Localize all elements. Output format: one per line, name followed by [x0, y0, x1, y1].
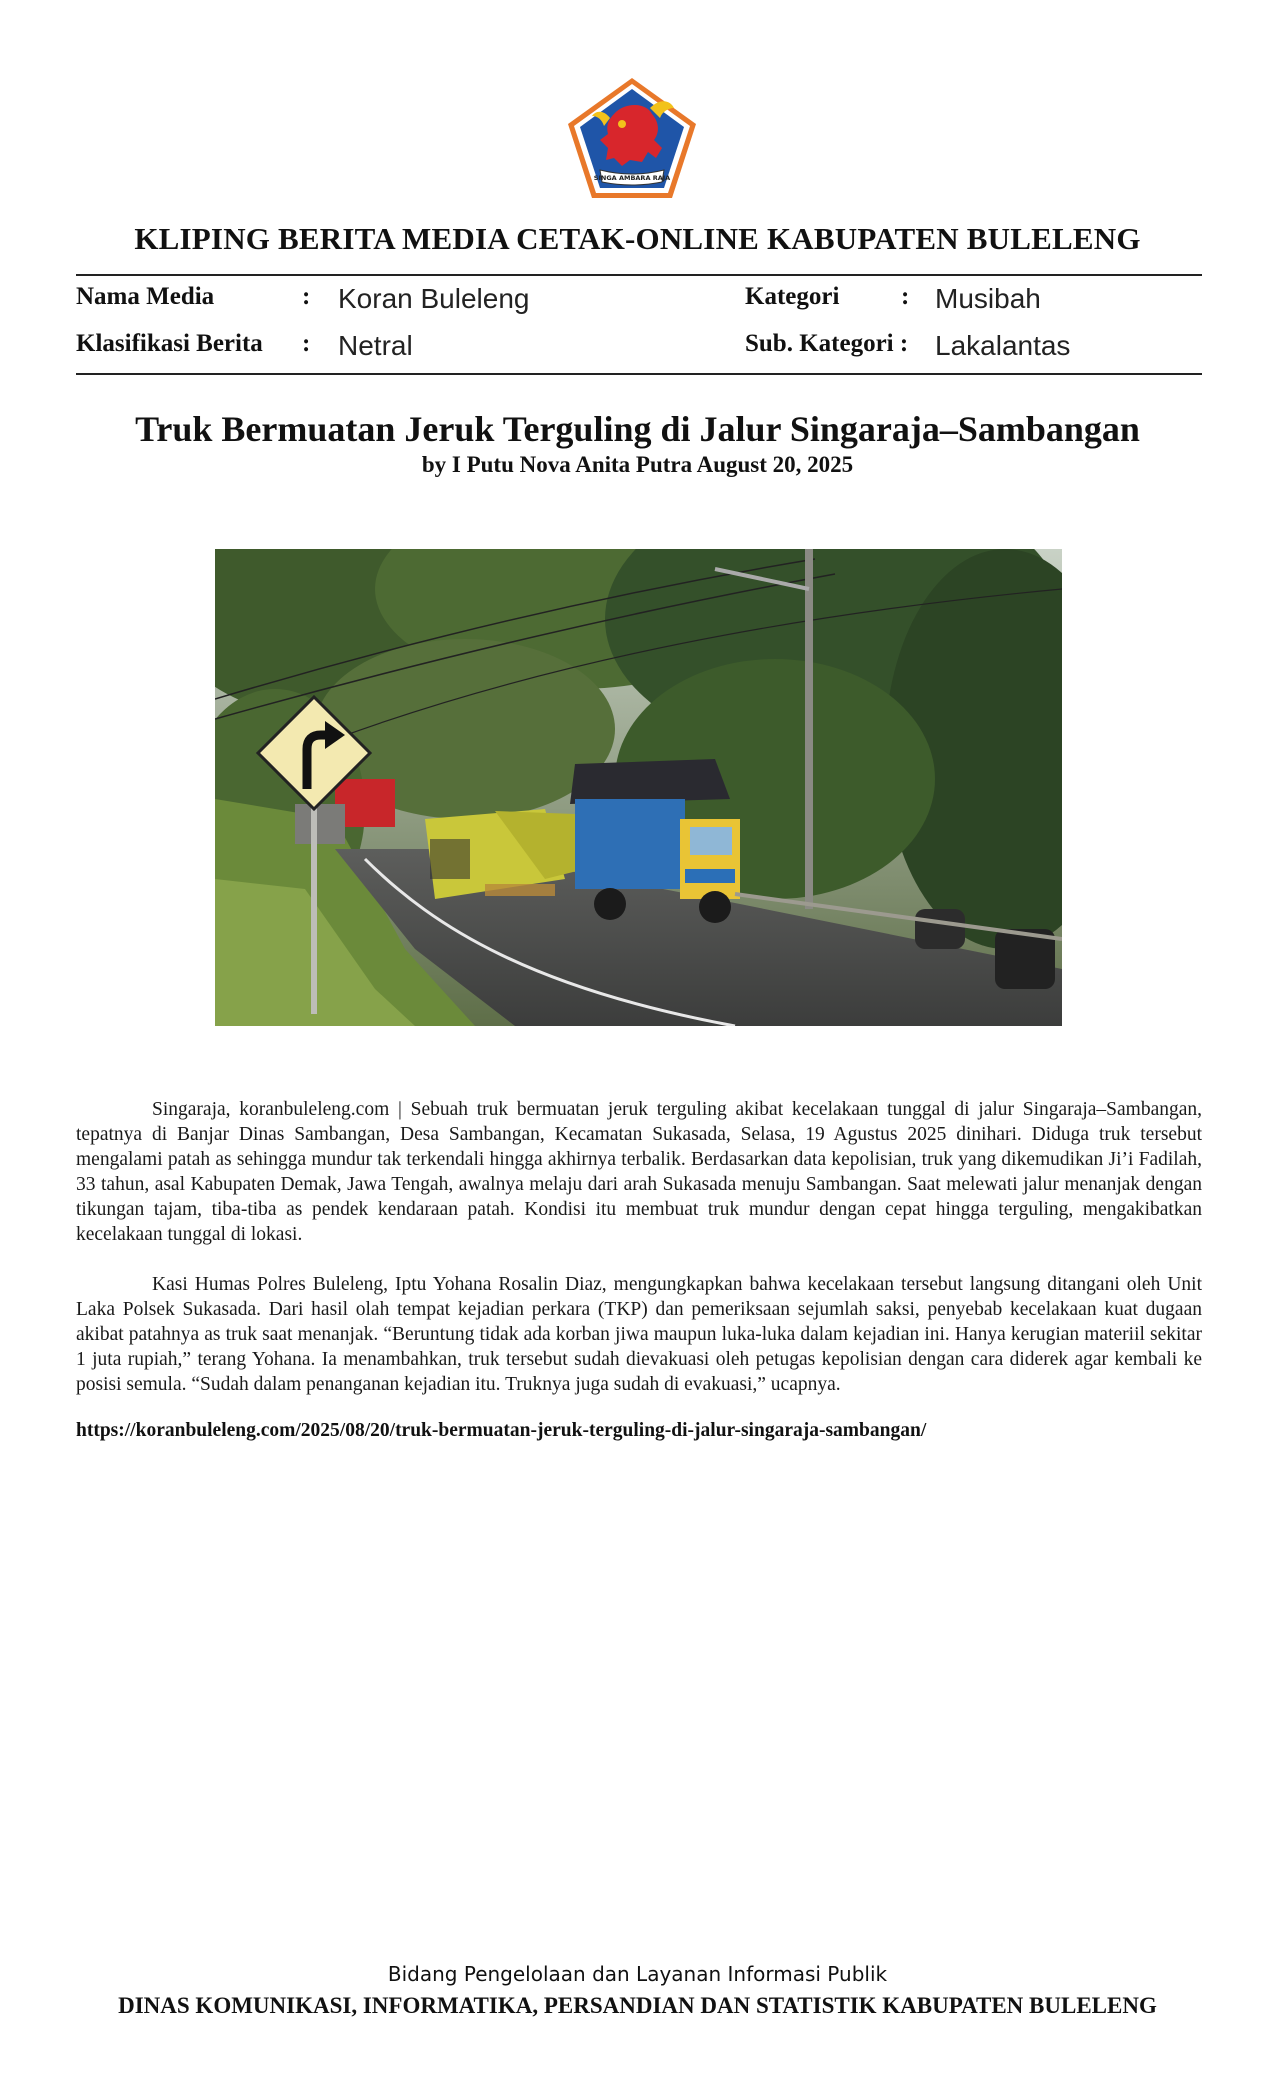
footer-department: Bidang Pengelolaan dan Layanan Informasi Publik	[387, 1962, 888, 1986]
header-rule-top	[76, 274, 1202, 276]
seal-motto: SINGA AMBARA RAJA	[593, 174, 671, 182]
media-value: Koran Buleleng	[338, 283, 530, 314]
document-title: KLIPING BERITA MEDIA CETAK-ONLINE KABUPATEN BULELENG	[134, 221, 1141, 256]
classification-label: Klasifikasi Berita	[76, 330, 263, 357]
article-body	[76, 1097, 1202, 1422]
article-photo	[215, 549, 1062, 1026]
footer-agency: DINAS KOMUNIKASI, INFORMATIKA, PERSANDIAN DAN STATISTIK KABUPATEN BULELENG	[118, 1993, 1157, 2018]
regency-seal-icon	[564, 74, 700, 202]
article-paragraph: Singaraja, koranbuleleng.com | Sebuah truk bermuatan jeruk terguling akibat kecelakaan tunggal di jalur Singaraja–Sambangan, tepatnya di Banjar Dinas Sambangan, Desa Sambangan, Kecamatan Sukasada, Selasa, 19 Agustus 2025 dinihari. Diduga truk tersebut mengalami patah as sehingga mundur tak terkendali hingga akhirnya terbalik. Berdasarkan data kepolisian, truk yang dikemudikan Ji’i Fadilah, 33 tahun, asal Kabupaten Demak, Jawa Tengah, awalnya melaju dari arah Sukasada menuju Sambangan. Saat melewati jalur menanjak dengan tikungan tajam, tiba-tiba as pendek kendaraan patah. Kondisi itu membuat truk mundur dengan cepat hingga terguling, mengakibatkan kecelakaan tunggal di lokasi.	[76, 1099, 1202, 1245]
source-url[interactable]: https://koranbuleleng.com/2025/08/20/truk-bermuatan-jeruk-terguling-di-jalur-singaraja-sambangan/	[76, 1420, 927, 1441]
category-label: Kategori	[745, 283, 840, 310]
media-colon: :	[302, 283, 311, 310]
article-headline: Truk Bermuatan Jeruk Terguling di Jalur Singaraja–Sambangan	[135, 409, 1140, 449]
media-label: Nama Media	[76, 283, 215, 310]
classification-value: Netral	[338, 330, 413, 361]
article-paragraph: Kasi Humas Polres Buleleng, Iptu Yohana Rosalin Diaz, mengungkapkan bahwa kecelakaan tersebut langsung ditangani oleh Unit Laka Polsek Sukasada. Dari hasil olah tempat kejadian perkara (TKP) dan pemeriksaan sejumlah saksi, penyebab kecelakaan kuat dugaan akibat patahnya as truk saat menanjak. “Beruntung tidak ada korban jiwa maupun luka-luka dalam kejadian ini. Hanya kerugian materiil sekitar 1 juta rupiah,” terang Yohana. Ia menambahkan, truk tersebut sudah dievakuasi oleh petugas kepolisian dengan cara diderek agar kembali ke posisi semula. “Sudah dalam penanganan kejadian itu. Truknya juga sudah di evakuasi,” ucapnya.	[76, 1274, 1202, 1395]
subcategory-value: Lakalantas	[935, 330, 1071, 361]
header-rule-bottom	[76, 373, 1202, 375]
category-value: Musibah	[935, 283, 1041, 314]
article-byline: by I Putu Nova Anita Putra August 20, 2025	[421, 452, 854, 477]
category-colon: :	[901, 283, 910, 310]
subcategory-label: Sub. Kategori :	[745, 330, 909, 357]
classification-colon: :	[302, 330, 311, 357]
